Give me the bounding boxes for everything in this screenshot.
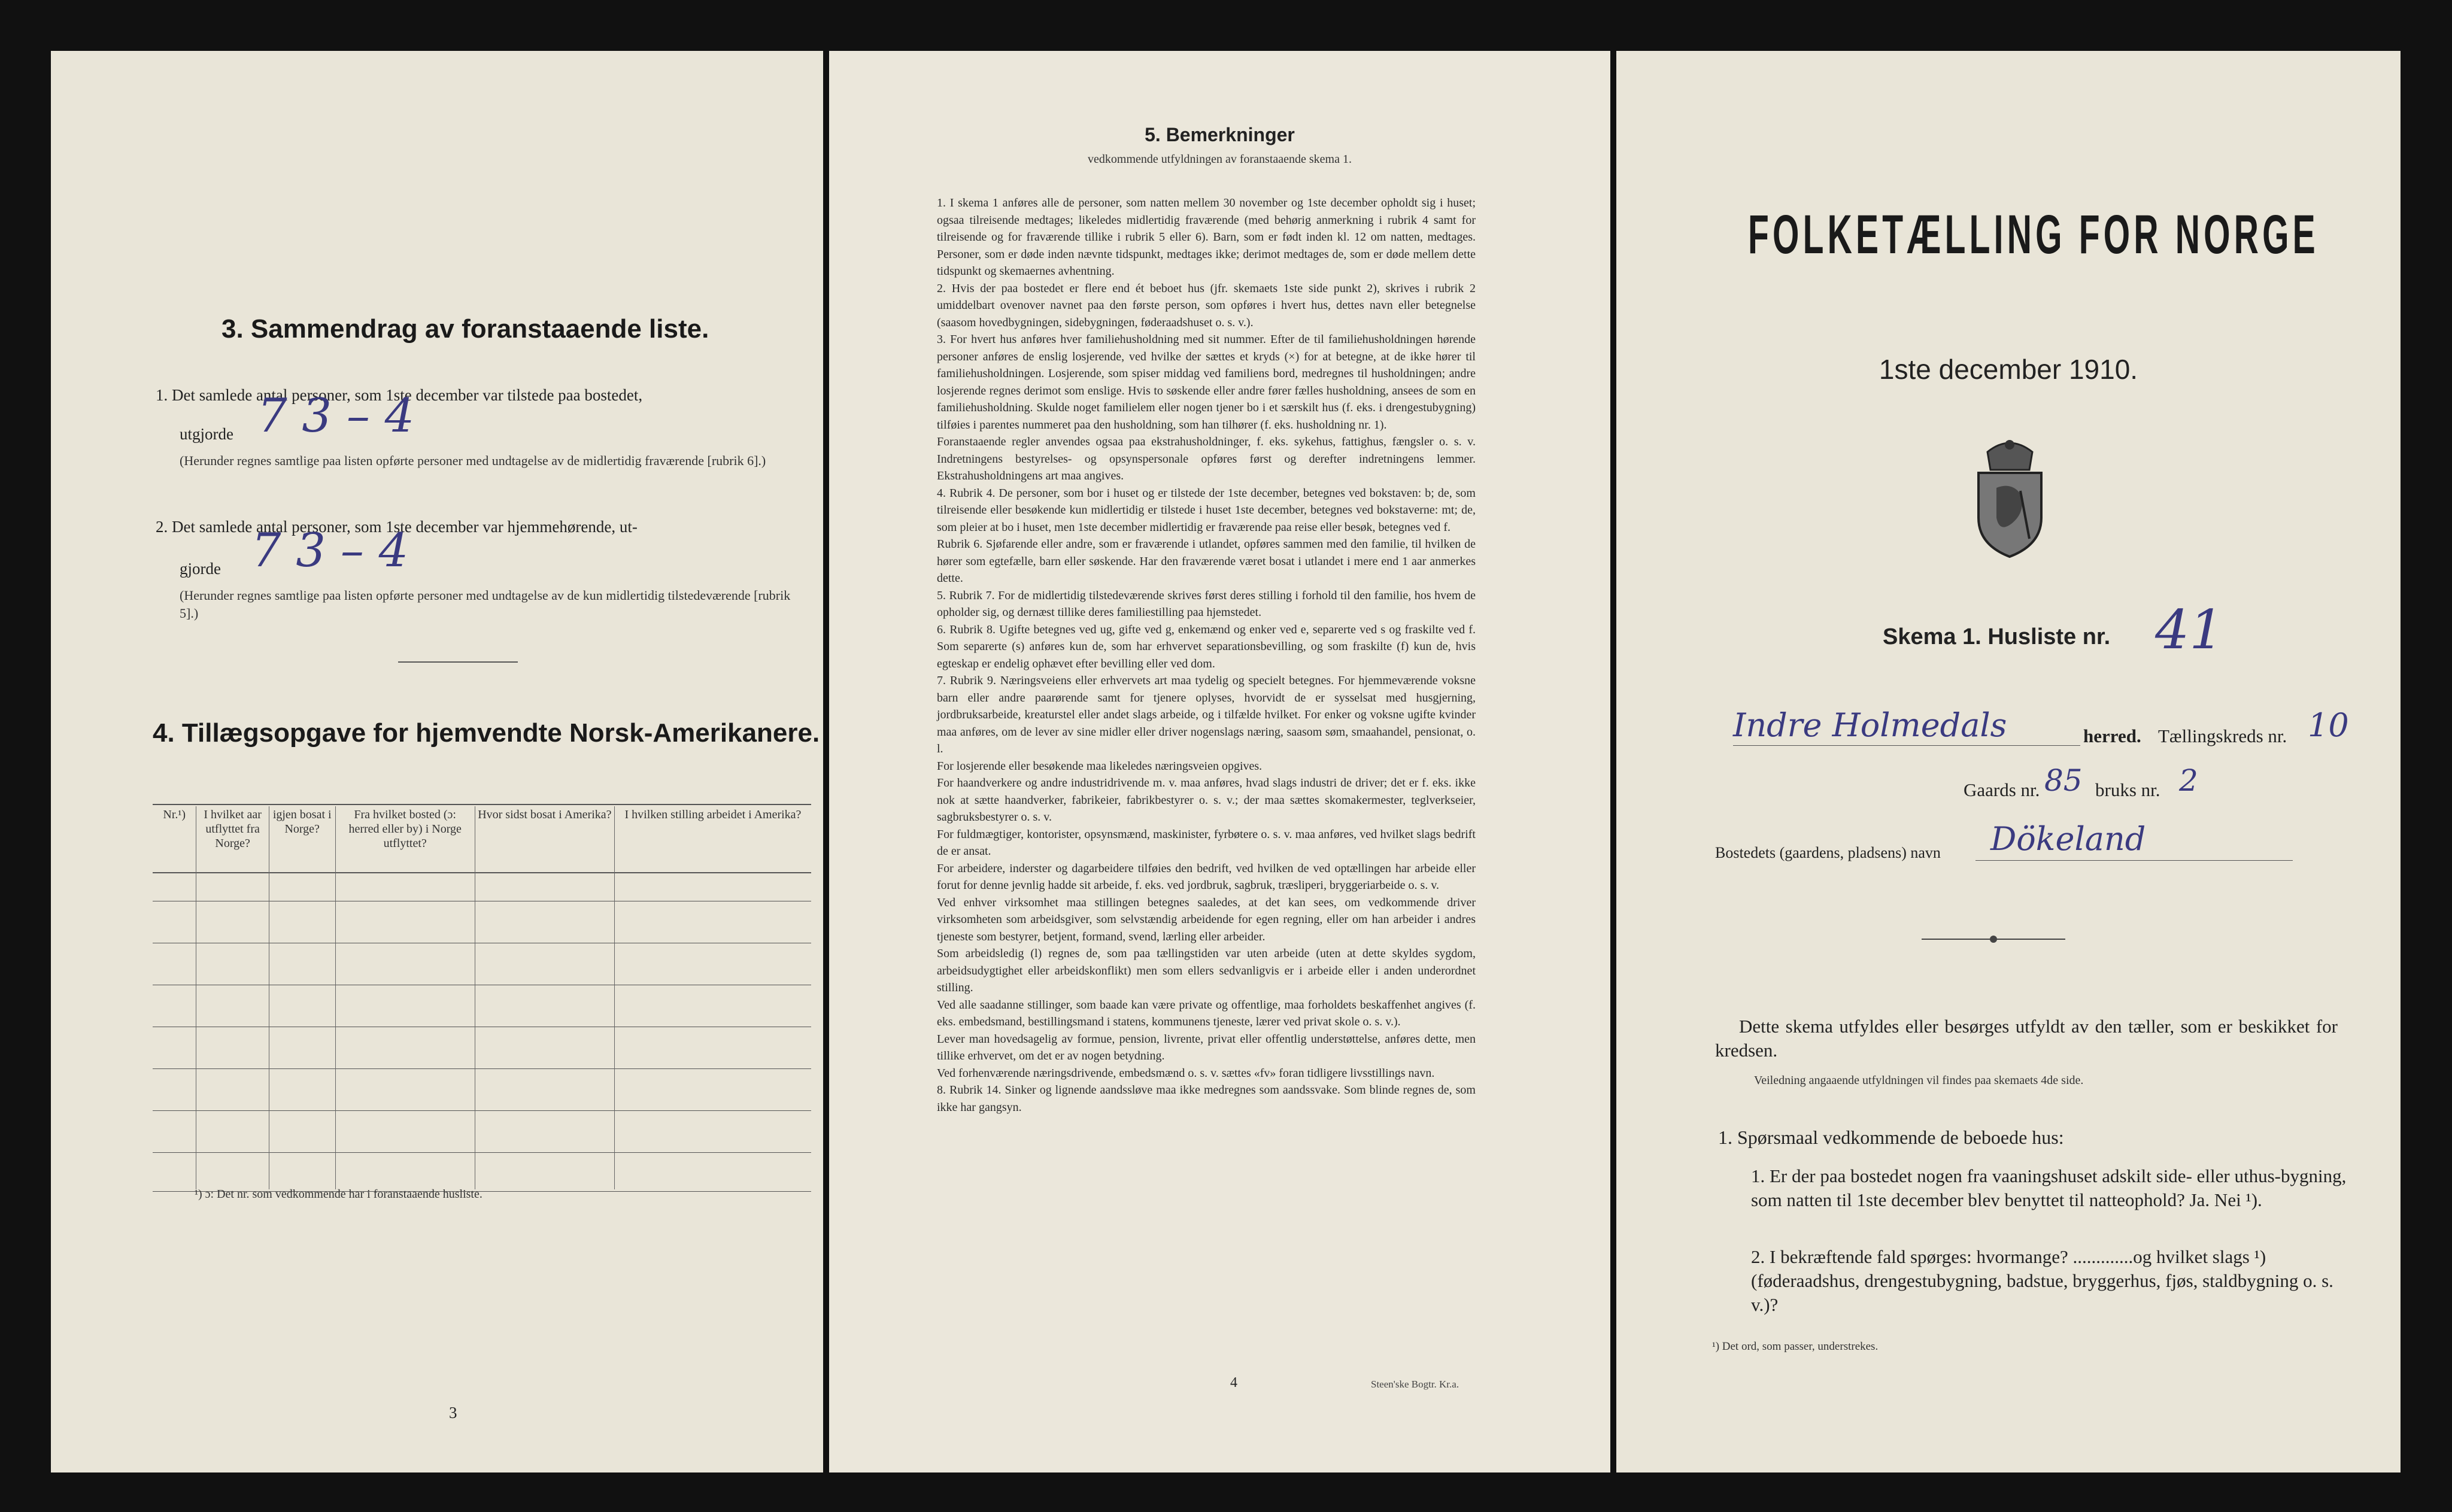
bruks-label: bruks nr. (2095, 779, 2160, 800)
bosted-name: Dökeland (1990, 820, 2146, 858)
page-number: 3 (449, 1404, 457, 1422)
remark-paragraph: 2. Hvis der paa bostedet er flere end ét beboet hus (jfr. skemaets 1ste side punkt 2), skrives i rubrik 2 umiddelbart ovenover navnet paa den første person, som opføres i hvert hus, dettes navn eller betegnelse (saasom hovedbygningen, sidebygningen, føderaadshuset o. s. v.). (937, 281, 1476, 329)
table-top-rule (153, 804, 811, 805)
remark-paragraph: For haandverkere og andre industridrivende m. v. maa anføres, hvad slags industri de driver; det er f. eks. ikke nok at sætte haandverker, fabrikeier, fabrikbestyrer o. s. v.; der maa sættes skomakermester, teglverkseier, sagbruksbestyrer o. s. v. (937, 776, 1476, 824)
census-date: 1ste december 1910. (1879, 354, 2138, 385)
section-5-subtitle: vedkommende utfyldningen av foranstaaende skema 1. (1088, 153, 1352, 166)
section-4-title: 4. Tillægsopgave for hjemvendte Norsk-Amerikanere. (153, 718, 820, 748)
item-1-note: (Herunder regnes samtlige paa listen opførte personer med undtagelse av de midlertidig fraværende [rubrik 6].) (180, 453, 766, 468)
divider (398, 661, 518, 663)
question-2: 2. I bekræftende fald spørges: hvormange? .............og hvilket slags ¹) (føderaadshus, drengestubygning, badstue, bryggerhus, fjøs, staldbygning o. s. v.)? (1751, 1246, 2333, 1315)
ornament-divider (1922, 930, 2065, 950)
gaards-number: 85 (2044, 763, 2083, 798)
table-header-nr: Nr.¹) (163, 808, 186, 821)
table-header-bosted: Fra hvilket bosted (ɔ: herred eller by) i Norge utflyttet? (335, 806, 475, 872)
remark-paragraph: Ved alle saadanne stillinger, som baade kan være private og offentlige, maa forholdets beskaffenhet angives (f. eks. embedsmand, bestillingsmand i statens, kommunens tjeneste, lærer ved privat skole o. s. v.). (937, 998, 1476, 1028)
remark-paragraph: Rubrik 6. Sjøfarende eller andre, som er fraværende i utlandet, opføres sammen med den familie, til hvilken de hører som egtefælle, barn eller søskende. Har den fraværende været bosat i utlandet i mere end 1 aar anmerkes dette. (937, 538, 1476, 585)
remark-paragraph: 7. Rubrik 9. Næringsveiens eller erhvervets art maa tydelig og specielt betegnes. For hjemmeværende voksne barn eller andre paarørende samt for tjenere oplyses, hvorvidt de er sysselsat med husgjerning, jordbruksarbeide, kreaturstel eller andet slags arbeide, og i tilfælde hvilket. For enker og voksne ugifte kvinder maa anføres, om de lever av sine midler eller driver nogenslags næring, saasom søm, smaahandel, pensionat, o. l. (937, 674, 1476, 755)
remark-paragraph: Foranstaaende regler anvendes ogsaa paa ekstrahusholdninger, f. eks. sykehus, fattighus, fængsler o. s. v. Indretningens bestyrelses- og opsynspersonale opføres først og derefter indretningens lemmer. Ekstrahusholdningens art maa angives. (937, 435, 1476, 482)
remark-paragraph: 6. Rubrik 8. Ugifte betegnes ved ug, gifte ved g, enkemænd og enker ved e, separerte ved s og fraskilte ved f. Som separerte (s) anføres kun de, som har erhvervet separationsbevilling, og som fraskilte (f) kun de, hvis egteskap er endelig ophævet efter bevilling eller ved dom. (937, 623, 1476, 670)
table-header-stilling: I hvilken stilling arbeidet i Amerika? (614, 806, 811, 872)
intro-text: Dette skema utfyldes eller besørges utfyldt av den tæller, som er beskikket for kredsen. (1715, 1016, 2338, 1061)
remark-paragraph: Ved forhenværende næringsdrivende, embedsmænd o. s. v. sættes «fv» foran tidligere livsstillings navn. (937, 1066, 1435, 1080)
coat-of-arms-emblem (1964, 434, 2056, 563)
husliste-number: 41 (2155, 599, 2224, 661)
table-header-utflyttet: I hvilket aar utflyttet fra Norge? (196, 806, 269, 872)
gaards-label: Gaards nr. (1964, 779, 2040, 800)
item-2-text: 2. Det samlede antal personer, som 1ste december var hjemmehørende, ut- (156, 518, 638, 536)
bruks-number: 2 (2179, 763, 2198, 798)
bosted-label: Bostedets (gaardens, pladsens) navn (1715, 844, 1941, 861)
remarks-text (937, 195, 1476, 1116)
herred-label: herred. (2083, 725, 2141, 746)
table-header-igjen-bosat: igjen bosat i Norge? (269, 806, 335, 872)
table-header-amerika-bosat: Hvor sidst bosat i Amerika? (475, 806, 614, 872)
remark-paragraph: 3. For hvert hus anføres hver familiehusholdning med sit nummer. Efter de til familiehusholdningen hørende personer anføres de enslig losjerende, ved hvilke der sættes et kryds (×) for at betegne, at de ikke hører til familiehusholdningen. Losjerende, som spiser middag ved familiens bord, medregnes til husholdningen; andre losjerende regnes derimot som enslige. Hvis to søskende eller andre fører fælles husholdning, ansees de som en familiehusholdning. Skulde noget familielem eller nogen tjener bo i et særskilt hus (f. eks. i drengestubygning) tilføies i parentes nummeret paa den husholdning, som han tilhører (f. eks. husholdning nr. 1). (937, 333, 1476, 432)
page-number: 4 (1230, 1375, 1237, 1390)
remark-paragraph: Lever man hovedsagelig av formue, pension, livrente, privat eller offentlig understøttelse, anføres dette, men tillike erhvervet, om det er av nogen betydning. (937, 1032, 1476, 1062)
item-1-utgjorde: utgjorde (180, 425, 233, 443)
remark-paragraph: 8. Rubrik 14. Sinker og lignende aandssløve maa ikke medregnes som aandssvake. Som blinde regnes de, som ikke har gangsyn. (937, 1083, 1476, 1114)
section-5-title: 5. Bemerkninger (1145, 124, 1295, 145)
remark-paragraph: For losjerende eller besøkende maa likeledes næringsveien opgives. (937, 759, 1263, 773)
right-page (1616, 51, 2401, 1472)
footnote: ¹) Det ord, som passer, understrekes. (1712, 1340, 1879, 1353)
remark-paragraph: 5. Rubrik 7. For de midlertidig tilstedeværende skrives først deres stilling i forhold til den familie, hos hvem de opholder sig, og dernæst tillike deres familiestilling paa hjemstedet. (937, 588, 1476, 619)
remark-paragraph: For fuldmægtiger, kontorister, opsynsmænd, maskinister, fyrbøtere o. s. v. maa anføres, ved hvilket slags bedrift de er ansat. (937, 827, 1476, 858)
printer-imprint: Steen'ske Bogtr. Kr.a. (1371, 1379, 1459, 1390)
item-2-note: (Herunder regnes samtlige paa listen opførte personer med undtagelse av de kun midlertidig tilstedeværende [rubrik 5].) (180, 588, 791, 621)
remark-paragraph: For arbeidere, inderster og dagarbeidere tilføies den bedrift, ved hvilken de ved optællingen har arbeide eller forut for denne jevnlig hadde sit arbeide, f. eks. ved jordbruk, sagbruk, træsliperi, bryggeriarbeide o. s. v. (937, 861, 1476, 892)
section-3-title: 3. Sammendrag av foranstaaende liste. (221, 314, 709, 344)
questions-title: 1. Spørsmaal vedkommende de beboede hus: (1718, 1127, 2064, 1148)
item-1-text: 1. Det samlede antal personer, som 1ste december var tilstede paa bostedet, (156, 386, 643, 404)
remark-paragraph: Som arbeidsledig (l) regnes de, som paa tællingstiden var uten arbeide (uten at dette skyldes sygdom, arbeidsudygtighet eller arbeidskonflikt) men som ellers sedvanligvis er i arbeide eller i anden underordnet stilling. (937, 947, 1476, 994)
norsk-amerikanere-table (153, 806, 811, 1189)
remark-paragraph: Ved enhver virksomhet maa stillingen betegnes saaledes, at det kan sees, om vedkommende driver virksomheten som arbeidsgiver, som selvstændig arbeidende for egen regning, eller om han arbeider i andres tjeneste som bestyrer, betjent, formand, svend, lærling eller arbeider. (937, 895, 1476, 943)
intro-small-text: Veiledning angaaende utfyldningen vil findes paa skemaets 4de side. (1754, 1074, 2084, 1087)
skema-label: Skema 1. Husliste nr. (1883, 624, 2111, 649)
item-2-handwritten-value: 7 3 – 4 (251, 524, 409, 578)
remark-paragraph: 1. I skema 1 anføres alle de personer, som natten mellem 30 november og 1ste december opholdt sig i huset; ogsaa tilreisende medtages; likeledes midlertidig fraværende (med behørig anmerkning i rubrik 4 samt for tilreisende og for fraværende tillike i rubrik 5 eller 6). Barn, som er født inden kl. 12 om natten, medtages. Personer, som er døde inden nævnte tidspunkt, medtages ikke; derimot medtages de, som er døde mellem dette tidspunkt og skemaernes avhentning. (937, 196, 1476, 278)
question-1: 1. Er der paa bostedet nogen fra vaaningshuset adskilt side- eller uthus-bygning, som natten til 1ste december blev benyttet til natteophold? Ja. Nei ¹). (1751, 1165, 2347, 1210)
middle-page (829, 51, 1610, 1472)
left-page (51, 51, 823, 1472)
item-2-gjorde: gjorde (180, 560, 221, 578)
table-footnote: ¹) ɔ: Det nr. som vedkommende har i foranstaaende husliste. (195, 1188, 482, 1201)
kreds-label: Tællingskreds nr. (2158, 725, 2287, 746)
kreds-number: 10 (2308, 706, 2349, 744)
main-title: FOLKETÆLLING FOR NORGE (1748, 204, 2319, 265)
item-1-handwritten-value: 7 3 – 4 (257, 389, 415, 443)
remark-paragraph: 4. Rubrik 4. De personer, som bor i huset og er tilstede der 1ste december, betegnes ved bokstaven: b; de, som tilreisende eller besøkende kun midlertidig er tilstede i huset 1ste december, betegnes ved bokstaverne: mt; de, som pleier at bo i huset, men 1ste december midlertidig er fraværende paa reise eller besøk, betegnes ved f. (937, 486, 1476, 534)
herred-name: Indre Holmedals (1733, 706, 2007, 744)
